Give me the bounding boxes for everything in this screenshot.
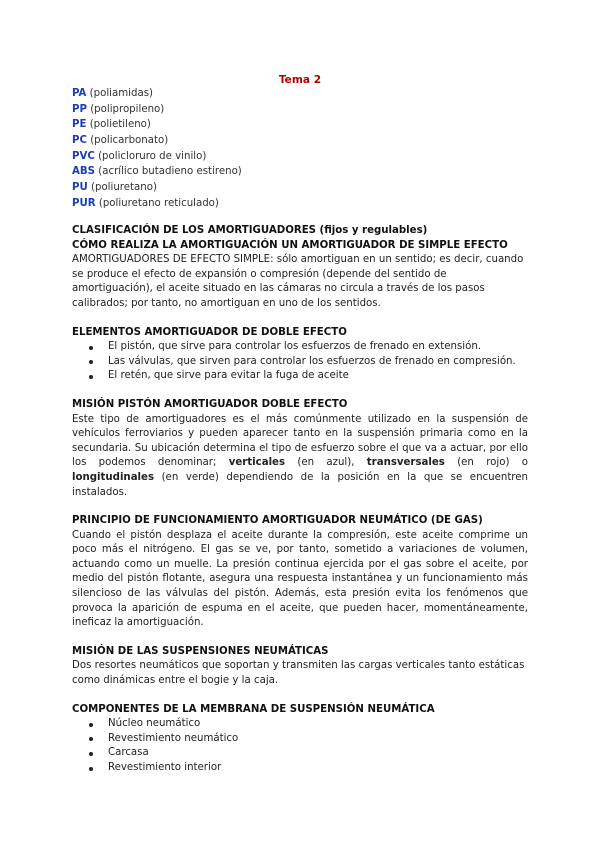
document-body	[72, 224, 528, 776]
abbreviation-item	[72, 134, 242, 150]
paren-blue: (en azul),	[285, 457, 367, 469]
paragraph-text: Este tipo de amortiguadores es el más comúnmente utilizado en la suspensión de vehículos ferroviarios y pueden aparecer tanto en la suspensión primaria como en la secundaria. Su ubicación determina el tipo de esfuerzo sobre el que va a actuar, por ello los podemos denominar;	[72, 413, 528, 469]
abbreviation-item	[72, 118, 242, 134]
list-item: El pistón, que sirve para controlar los esfuerzos de frenado en extensión.	[72, 340, 528, 355]
abbreviation-desc: (poliuretano reticulado)	[98, 197, 219, 209]
section-heading-simple-effect: CÓMO REALIZA LA AMORTIGUACIÓN UN AMORTIGUADOR DE SIMPLE EFECTO	[72, 239, 508, 251]
paragraph-text: dependiendo de la posición en la que se encuentren instalados.	[72, 471, 528, 498]
abbreviation-desc: (polipropileno)	[90, 103, 165, 115]
list-item: Revestimiento neumático	[72, 732, 528, 747]
abbreviation-item	[72, 165, 242, 181]
abbreviation-desc: (acrílico butadieno estireno)	[98, 166, 242, 178]
abbreviation-desc: (poliamidas)	[89, 88, 153, 99]
section-heading-classification: CLASIFICACIÓN DE LOS AMORTIGUADORES (fijos y regulables)	[72, 225, 428, 236]
abbreviation-code: PC	[72, 135, 87, 147]
membrane-components-list	[72, 717, 528, 775]
abbreviation-code: PUR	[72, 197, 96, 209]
abbreviation-item	[72, 181, 242, 197]
abbreviation-desc: (policarbonato)	[90, 135, 169, 147]
term-verticales: verticales	[228, 457, 286, 469]
abbreviation-code: PA	[72, 88, 87, 99]
abbreviation-desc: (poliuretano)	[91, 182, 157, 194]
section-heading-piston-mission: MISIÓN PISTÓN AMORTIGUADOR DOBLE EFECTO	[72, 398, 348, 410]
abbreviation-item	[72, 87, 242, 103]
section-heading-membrane-components: COMPONENTES DE LA MEMBRANA DE SUSPENSIÓN NEUMÁTICA	[72, 703, 435, 715]
abbreviation-code: PU	[72, 182, 88, 194]
abbreviation-code: ABS	[72, 166, 95, 178]
simple-effect-paragraph: AMORTIGUADORES DE EFECTO SIMPLE: sólo amortiguan en un sentido; es decir, cuando se produce el efecto de expansión o compresión (depende del sentido de amortiguación), el aceite situado en las cámaras no circula a través de los pasos calibrados; por tanto, no amortiguan en uno de los sentidos.	[72, 254, 524, 309]
list-item: Las válvulas, que sirven para controlar los esfuerzos de frenado en compresión.	[72, 355, 528, 370]
section-heading-pneumatic-mission: MISIÓN DE LAS SUSPENSIONES NEUMÁTICAS	[72, 645, 329, 657]
piston-mission-paragraph	[72, 413, 528, 501]
paren-red: (en rojo) o	[444, 457, 528, 469]
section-heading-double-effect-elements: ELEMENTOS AMORTIGUADOR DE DOBLE EFECTO	[72, 326, 347, 338]
abbreviation-item	[72, 103, 242, 119]
paren-green: (en verde)	[154, 471, 219, 483]
abbreviation-code: PP	[72, 103, 87, 115]
term-longitudinales: longitudinales	[72, 471, 155, 483]
abbreviation-code: PE	[72, 119, 87, 131]
abbreviation-desc: (polietileno)	[89, 119, 151, 131]
abbreviation-item	[72, 197, 242, 213]
abbreviation-item	[72, 150, 242, 166]
list-item: El retén, que sirve para evitar la fuga de aceite	[72, 369, 528, 384]
double-effect-elements-list	[72, 340, 528, 384]
pneumatic-principle-paragraph: Cuando el pistón desplaza el aceite durante la compresión, este aceite comprime un poco más el nitrógeno. El gas se ve, por tanto, sometido a variaciones de volumen, actuando como un muelle. La presión continua ejercida por el gas sobre el aceite, por medio del pistón flotante, asegura una respuesta instantánea y un funcionamiento más silencioso de las válvulas del pistón. Además, esta presión evita los fenómenos que provoca la aparición de espuma en el aceite, que pueden hacer, momentáneamente, ineficaz la amortiguación.	[72, 529, 528, 629]
abbreviation-code: PVC	[72, 150, 95, 162]
section-heading-pneumatic-principle: PRINCIPIO DE FUNCIONAMIENTO AMORTIGUADOR NEUMÁTICO (DE GAS)	[72, 515, 483, 527]
list-item: Carcasa	[72, 746, 528, 761]
term-transversales: transversales	[366, 457, 445, 469]
pneumatic-mission-paragraph: Dos resortes neumáticos que soportan y transmiten las cargas verticales tanto estáticas como dinámicas entre el bogie y la caja.	[72, 660, 525, 687]
abbreviation-desc: (policloruro de vinilo)	[98, 150, 207, 162]
abbreviation-list	[72, 87, 242, 213]
page-title: Tema 2	[278, 74, 322, 86]
list-item: Revestimiento interior	[72, 761, 528, 776]
list-item: Núcleo neumático	[72, 717, 528, 732]
